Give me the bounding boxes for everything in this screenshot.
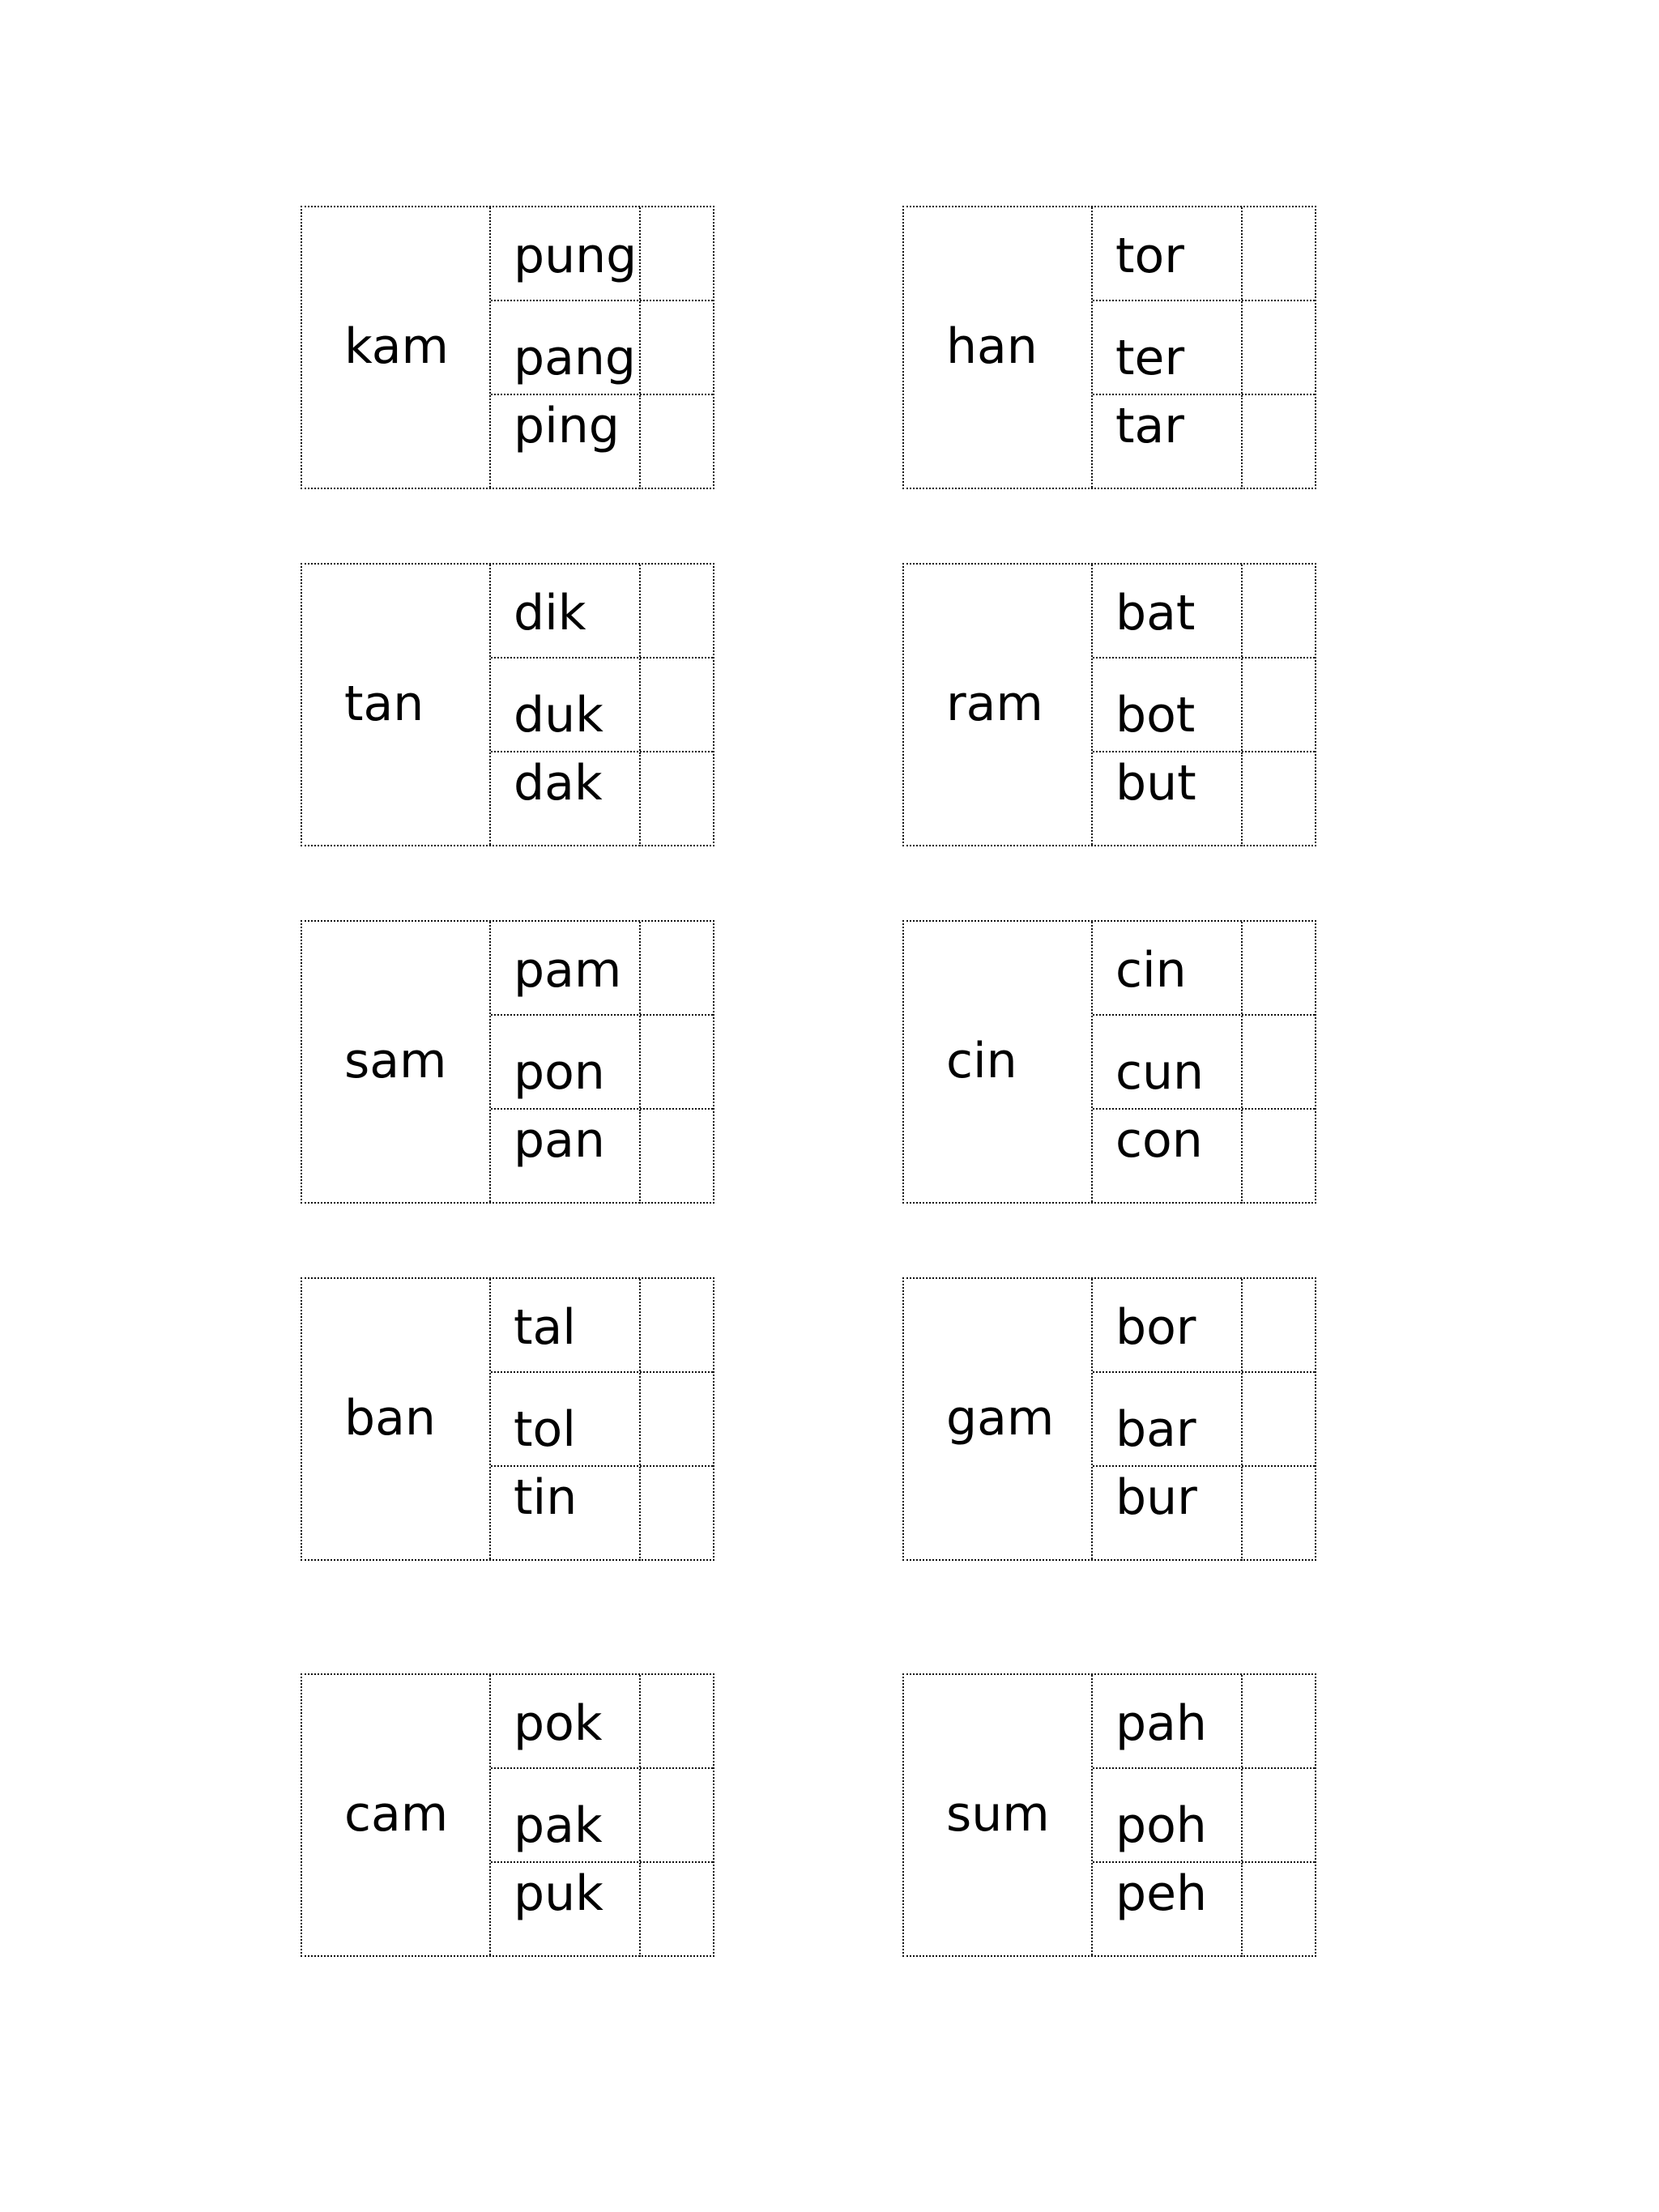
syllable-card-cam [301,1673,714,1957]
option-row [491,1016,713,1110]
option-syllable: pon [514,1044,605,1101]
prefix-syllable: cin [946,1033,1017,1089]
option-row [491,1675,713,1769]
option-syllable: cun [1115,1044,1205,1101]
option-row [491,1279,713,1373]
option-row [491,301,713,395]
prefix-cell [904,207,1093,488]
answer-checkbox[interactable] [641,1373,713,1465]
option-row [1093,1769,1315,1863]
syllable-card-cin [902,920,1316,1204]
option-cell [1093,658,1243,751]
answer-checkbox[interactable] [1243,1863,1315,1957]
answer-checkbox[interactable] [641,752,713,846]
option-cell [491,1016,641,1108]
option-row [491,922,713,1016]
option-cell [1093,1110,1243,1204]
option-row [491,565,713,658]
answer-checkbox[interactable] [641,395,713,489]
option-row [1093,207,1315,301]
prefix-cell [904,1675,1093,1955]
option-syllable: bot [1115,687,1196,744]
option-cell [491,1110,641,1204]
answer-checkbox[interactable] [1243,1110,1315,1204]
prefix-syllable: cam [344,1786,449,1843]
option-syllable: tin [514,1469,578,1526]
option-row [1093,658,1315,752]
prefix-cell [904,1279,1093,1559]
prefix-syllable: tan [344,676,424,732]
option-row [491,1863,713,1957]
answer-checkbox[interactable] [1243,395,1315,489]
syllable-card-tan [301,563,714,846]
syllable-card-ram [902,563,1316,846]
prefix-cell [302,922,491,1202]
option-syllable: poh [1115,1797,1207,1854]
option-cell [491,1863,641,1957]
option-cell [491,1279,641,1371]
option-syllable: ping [514,398,620,454]
prefix-cell [302,1675,491,1955]
option-row [1093,1279,1315,1373]
option-cell [491,658,641,751]
option-syllable: but [1115,755,1196,812]
option-cell [1093,1279,1243,1371]
option-syllable: peh [1115,1865,1208,1922]
answer-checkbox[interactable] [1243,207,1315,300]
option-row [491,1373,713,1467]
option-syllable: tol [514,1401,576,1458]
option-row [1093,395,1315,489]
answer-checkbox[interactable] [1243,1373,1315,1465]
answer-checkbox[interactable] [641,1016,713,1108]
syllable-card-ban [301,1277,714,1561]
option-syllable: pan [514,1112,605,1169]
option-cell [491,752,641,846]
option-row [1093,565,1315,658]
answer-checkbox[interactable] [1243,922,1315,1014]
option-row [491,752,713,846]
option-syllable: puk [514,1865,603,1922]
option-cell [1093,395,1243,489]
option-list [1093,565,1315,845]
option-syllable: pang [514,330,636,386]
prefix-cell [302,565,491,845]
answer-checkbox[interactable] [641,1863,713,1957]
option-syllable: dik [514,585,586,641]
option-row [1093,301,1315,395]
option-list [491,207,713,488]
prefix-syllable: ban [344,1390,436,1447]
option-list [491,1675,713,1955]
option-row [1093,1863,1315,1957]
option-cell [1093,752,1243,846]
prefix-syllable: kam [344,318,449,375]
option-row [1093,1110,1315,1204]
option-row [491,207,713,301]
prefix-cell [302,207,491,488]
answer-checkbox[interactable] [641,922,713,1014]
option-syllable: tar [1115,398,1184,454]
option-cell [491,922,641,1014]
option-syllable: dak [514,755,603,812]
option-list [491,1279,713,1559]
option-cell [1093,1016,1243,1108]
option-cell [1093,1373,1243,1465]
option-row [491,395,713,489]
prefix-cell [302,1279,491,1559]
option-syllable: bur [1115,1469,1197,1526]
answer-checkbox[interactable] [1243,1769,1315,1861]
option-row [1093,1016,1315,1110]
prefix-syllable: sum [946,1786,1050,1843]
option-syllable: pah [1115,1695,1207,1752]
prefix-syllable: gam [946,1390,1055,1447]
prefix-cell [904,565,1093,845]
option-cell [491,1675,641,1767]
answer-checkbox[interactable] [1243,301,1315,394]
answer-checkbox[interactable] [641,1110,713,1204]
option-cell [491,1467,641,1561]
option-cell [491,395,641,489]
answer-checkbox[interactable] [1243,1279,1315,1371]
syllable-card-sam [301,920,714,1204]
option-cell [1093,1675,1243,1767]
option-cell [1093,1769,1243,1861]
option-cell [1093,1467,1243,1561]
option-list [1093,1675,1315,1955]
syllable-card-han [902,206,1316,489]
option-list [1093,1279,1315,1559]
syllable-card-kam [301,206,714,489]
prefix-syllable: han [946,318,1038,375]
option-cell [1093,301,1243,394]
answer-checkbox[interactable] [641,301,713,394]
option-row [491,1769,713,1863]
option-row [1093,1467,1315,1561]
option-syllable: tor [1115,228,1184,284]
option-list [1093,922,1315,1202]
option-syllable: bat [1115,585,1196,641]
option-row [1093,1675,1315,1769]
answer-checkbox[interactable] [1243,1467,1315,1561]
answer-checkbox[interactable] [1243,658,1315,751]
answer-checkbox[interactable] [1243,1675,1315,1767]
option-row [1093,752,1315,846]
answer-checkbox[interactable] [641,207,713,300]
option-list [1093,207,1315,488]
answer-checkbox[interactable] [641,1467,713,1561]
option-cell [1093,922,1243,1014]
option-syllable: duk [514,687,603,744]
option-syllable: pak [514,1797,603,1854]
option-syllable: pam [514,942,622,999]
option-row [1093,922,1315,1016]
option-syllable: pung [514,228,638,284]
answer-checkbox[interactable] [641,1675,713,1767]
option-syllable: cin [1115,942,1187,999]
option-row [1093,1373,1315,1467]
syllable-card-gam [902,1277,1316,1561]
option-list [491,565,713,845]
syllable-card-sum [902,1673,1316,1957]
option-cell [491,1769,641,1861]
option-syllable: con [1115,1112,1203,1169]
answer-checkbox[interactable] [1243,1016,1315,1108]
option-row [491,1467,713,1561]
option-syllable: bor [1115,1299,1196,1356]
option-syllable: ter [1115,330,1185,386]
option-cell [491,207,641,300]
option-row [491,1110,713,1204]
option-cell [491,301,641,394]
option-syllable: tal [514,1299,576,1356]
prefix-syllable: ram [946,676,1043,732]
option-cell [1093,1863,1243,1957]
option-cell [1093,207,1243,300]
option-cell [491,1373,641,1465]
prefix-syllable: sam [344,1033,447,1089]
answer-checkbox[interactable] [641,1769,713,1861]
option-cell [1093,565,1243,657]
answer-checkbox[interactable] [1243,752,1315,846]
answer-checkbox[interactable] [641,1279,713,1371]
answer-checkbox[interactable] [641,565,713,657]
option-syllable: bar [1115,1401,1196,1458]
option-cell [491,565,641,657]
answer-checkbox[interactable] [1243,565,1315,657]
option-list [491,922,713,1202]
prefix-cell [904,922,1093,1202]
option-syllable: pok [514,1695,603,1752]
option-row [491,658,713,752]
answer-checkbox[interactable] [641,658,713,751]
